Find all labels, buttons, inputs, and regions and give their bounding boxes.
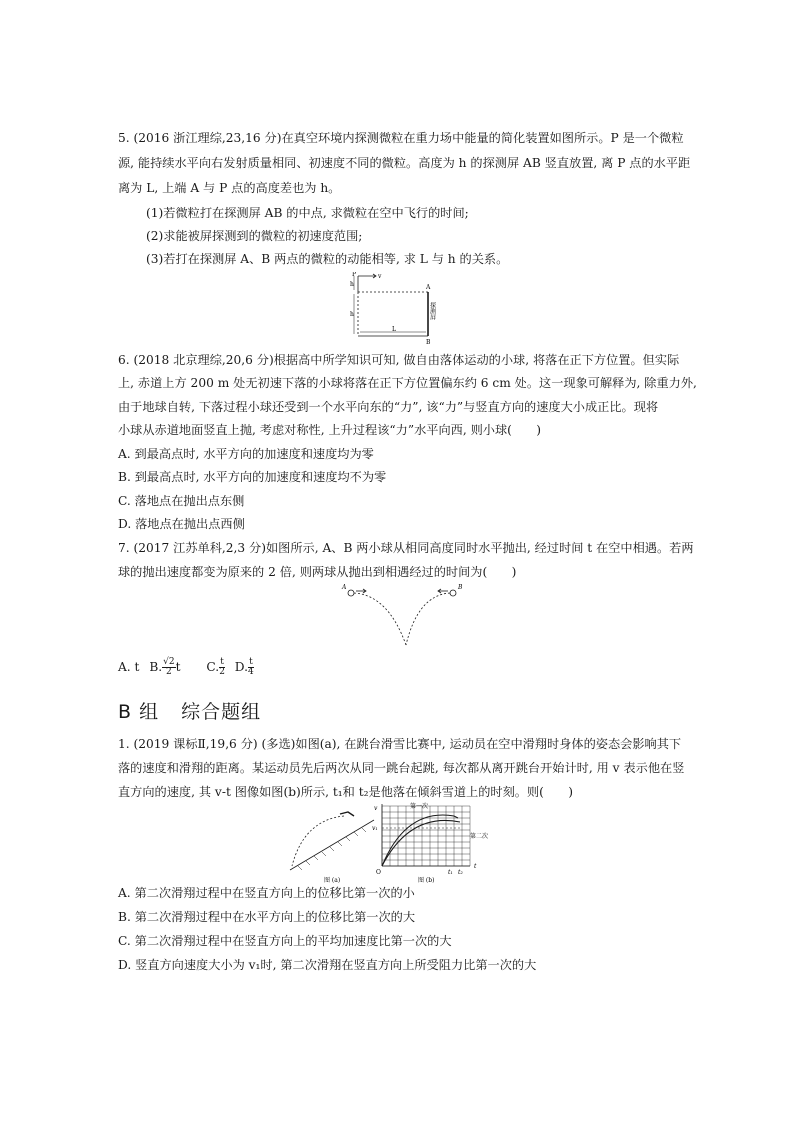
q1-option-d: D. 竖直方向速度大小为 v₁时, 第二次滑翔在竖直方向上所受阻力比第一次的大 xyxy=(118,958,537,972)
q1-stem-line1: 1. (2019 课标Ⅱ,19,6 分) (多选)如图(a), 在跳台滑雪比赛中, 运动员在空中滑翔时身体的姿态会影响其下 xyxy=(118,737,682,751)
q6-option-c: C. 落地点在抛出点东侧 xyxy=(118,494,245,508)
q1-figure-b xyxy=(370,800,490,886)
q1-option-b: B. 第二次滑翔过程中在水平方向上的位移比第一次的大 xyxy=(118,910,416,924)
q5-label-A: A xyxy=(426,284,431,291)
q7-ball-a xyxy=(348,590,354,596)
q7-options xyxy=(118,658,254,677)
q5-label-screen: 探测屏 xyxy=(428,302,436,320)
q1-axis-v-label: v xyxy=(374,805,378,812)
q5-subquestion-2: (2)求能被屏探测到的微粒的初速度范围; xyxy=(146,229,363,243)
q6-option-a: A. 到最高点时, 水平方向的加速度和速度均为零 xyxy=(118,447,374,461)
q5-label-L: L xyxy=(392,326,396,333)
q5-stem-line1: 5. (2016 浙江理综,23,16 分)在真空环境内探测微粒在重力场中能量的简化装置如图所示。P 是一个微粒 xyxy=(118,131,684,145)
q7-label-b: B xyxy=(458,584,463,591)
q1-slope-line xyxy=(290,820,374,870)
q1-stem-line3: 直方向的速度, 其 v-t 图像如图(b)所示, t₁和 t₂是他落在倾斜雪道上的时刻。则( ) xyxy=(118,785,574,799)
q7-option-b-prefix: B. xyxy=(149,660,163,674)
q7-option-d-numerator: t xyxy=(249,657,253,667)
q5-subquestion-3: (3)若打在探测屏 A、B 两点的微粒的动能相等, 求 L 与 h 的关系。 xyxy=(146,252,509,266)
q7-trajectory-a xyxy=(354,593,406,645)
q7-option-c-numerator: t xyxy=(220,657,224,667)
q5-label-h1: h xyxy=(350,281,354,288)
q1-t1-label: t₁ xyxy=(448,869,453,876)
q7-figure xyxy=(338,583,468,649)
q6-stem-line1: 6. (2018 北京理综,20,6 分)根据高中所学知识可知, 做自由落体运动的小球, 将落在正下方位置。但实际 xyxy=(118,353,680,367)
q6-stem-line2: 上, 赤道上方 200 m 处无初速下落的小球将落在正下方位置偏东约 6 cm 处。这一现象可解释为, 除重力外, xyxy=(118,376,697,390)
q7-option-c-prefix: C. xyxy=(206,660,220,674)
q1-skier xyxy=(340,812,354,816)
q1-option-c: C. 第二次滑翔过程中在竖直方向上的平均加速度比第一次的大 xyxy=(118,934,452,948)
q5-label-B: B xyxy=(426,339,431,346)
q7-option-a: A. t xyxy=(118,660,140,674)
q1-curve-first xyxy=(382,815,458,866)
q6-option-d: D. 落地点在抛出点西侧 xyxy=(118,517,245,531)
q7-option-b-denominator: 2 xyxy=(166,667,172,677)
q1-caption-a: 图 (a) xyxy=(324,877,341,884)
q1-grid xyxy=(382,804,470,866)
q1-legend-second: 第二次 xyxy=(470,833,489,840)
q5-label-v: v xyxy=(378,273,382,280)
q7-option-b-suffix: t xyxy=(175,660,181,674)
q5-label-h2: h xyxy=(350,311,354,318)
q5-subquestion-1: (1)若微粒打在探测屏 AB 的中点, 求微粒在空中飞行的时间; xyxy=(146,206,469,220)
q5-stem-line3: 离为 L, 上端 A 与 P 点的高度差也为 h。 xyxy=(118,181,341,195)
q1-origin-label: O xyxy=(376,869,381,876)
q6-stem-line4: 小球从赤道地面竖直上抛, 考虑对称性, 上升过程该“力”水平向西, 则小球( ) xyxy=(118,423,542,437)
q5-stem-line2: 源, 能持续水平向右发射质量相同、初速度不同的微粒。高度为 h 的探测屏 AB 竖直放置, 离 P 点的水平距 xyxy=(118,156,691,170)
q7-option-b-fraction xyxy=(162,658,175,677)
q7-trajectory-b xyxy=(406,593,450,645)
q1-v1-label: v₁ xyxy=(372,825,378,832)
q1-slope-hatching xyxy=(298,828,366,870)
q7-option-b-numerator: √2 xyxy=(163,657,175,667)
q1-option-a: A. 第二次滑翔过程中在竖直方向上的位移比第一次的小 xyxy=(118,886,415,900)
q7-label-a: A xyxy=(342,584,347,591)
q7-ball-b xyxy=(450,590,456,596)
q7-option-c-denominator: 2 xyxy=(219,667,225,677)
q7-option-d-fraction xyxy=(248,658,254,677)
q1-figure-a xyxy=(284,806,380,884)
section-title: 综合题组 xyxy=(181,701,262,723)
q6-stem-line3: 由于地球自转, 下落过程小球还受到一个水平向东的“力”, 该“力”与竖直方向的速度大小成正比。现将 xyxy=(118,400,659,414)
q1-jump-trajectory xyxy=(292,816,344,866)
section-heading xyxy=(118,697,283,724)
q5-label-P: P xyxy=(352,272,357,278)
q1-axis-t-label: t xyxy=(474,863,477,870)
q1-t2-label: t₂ xyxy=(458,869,463,876)
q6-option-b: B. 到最高点时, 水平方向的加速度和速度均不为零 xyxy=(118,470,387,484)
q7-stem-line1: 7. (2017 江苏单科,2,3 分)如图所示, A、B 两小球从相同高度同时水平抛出, 经过时间 t 在空中相遇。若两 xyxy=(118,541,694,555)
q7-stem-line2: 球的抛出速度都变为原来的 2 倍, 则两球从抛出到相遇经过的时间为( ) xyxy=(118,565,517,579)
q7-option-d-prefix: D. xyxy=(234,660,249,674)
q1-stem-line2: 落的速度和滑翔的距离。某运动员先后两次从同一跳台起跳, 每次都从离开跳台开始计时, 用 v 表示他在竖 xyxy=(118,761,685,775)
q1-caption-b: 图 (b) xyxy=(418,877,435,884)
q7-option-d-denominator: 4 xyxy=(248,667,254,677)
q7-option-c-fraction xyxy=(219,658,225,677)
q1-legend-first: 第一次 xyxy=(410,803,429,810)
section-group-label: B 组 xyxy=(118,701,160,723)
